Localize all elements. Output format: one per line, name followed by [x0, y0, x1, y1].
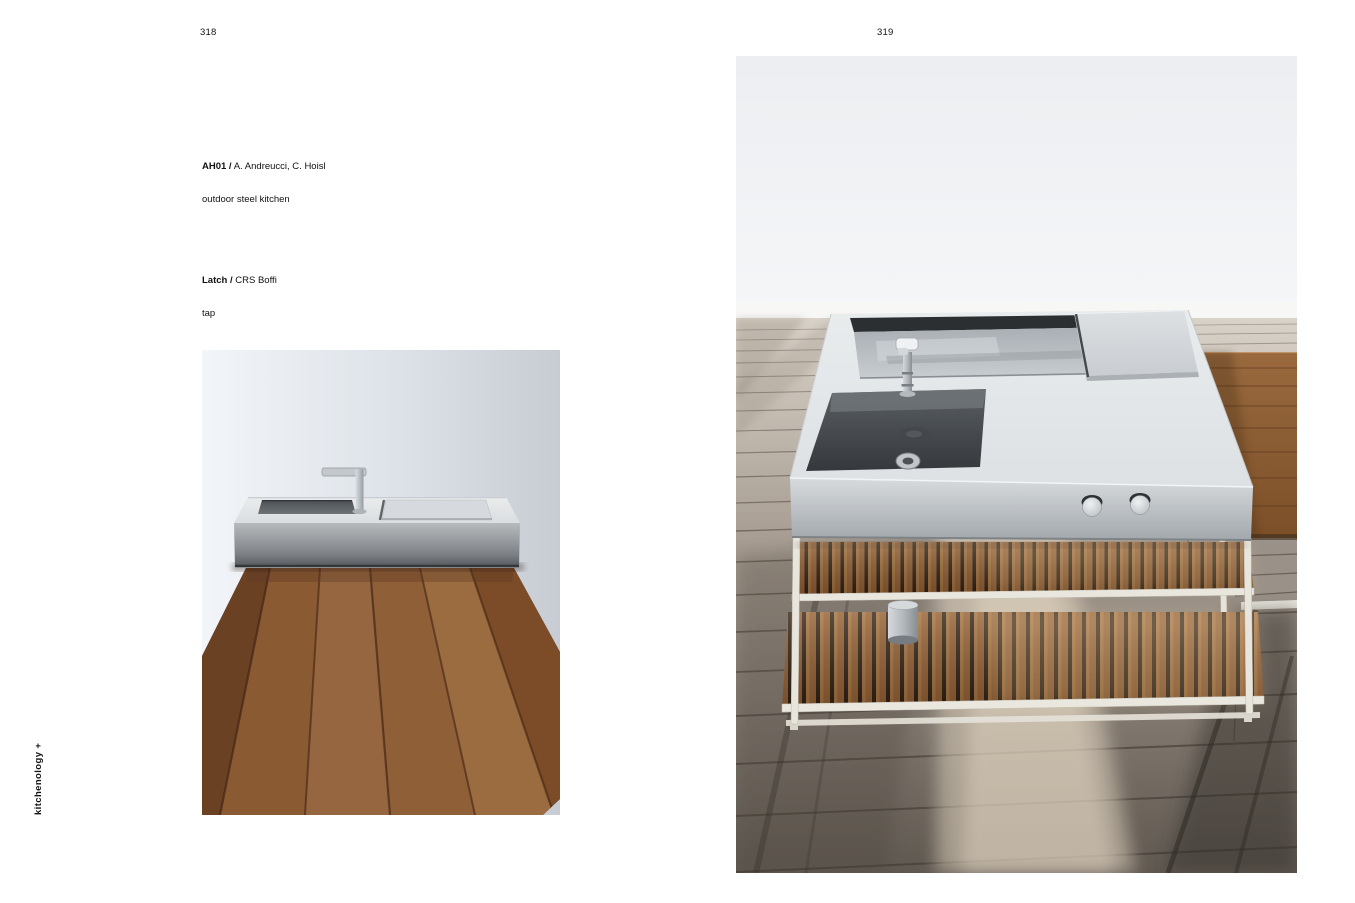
upper-slat-shelf	[792, 542, 1254, 601]
product-code: AH01 /	[202, 161, 232, 172]
product-designers: A. Andreucci, C. Hoisl	[231, 161, 326, 172]
caption-product	[202, 139, 326, 227]
kitchen-island	[782, 310, 1264, 730]
caption-line-designers	[202, 161, 326, 172]
counter-apron	[790, 478, 1253, 540]
caption-line-description: outdoor steel kitchen	[202, 194, 290, 205]
caption-accessory	[202, 253, 326, 341]
sink-recess	[258, 500, 356, 514]
grill-lid	[1074, 310, 1199, 381]
gas-canister	[888, 601, 918, 645]
page-number-left: 318	[200, 27, 217, 38]
photo-outdoor-kitchen-deck	[736, 56, 1297, 873]
control-knob-right	[1130, 493, 1151, 515]
sink	[806, 389, 986, 471]
worktop-lid	[380, 500, 492, 520]
photo-steel-kitchen-studio	[202, 350, 560, 815]
accessory-brand: CRS Boffi	[232, 275, 277, 286]
counter-front-face	[234, 523, 520, 567]
page-number-right: 319	[877, 27, 894, 38]
photo-left-art	[202, 350, 560, 815]
product-caption	[202, 117, 326, 352]
photo-right-art	[736, 56, 1297, 873]
wall-background	[736, 56, 1297, 318]
teak-table	[202, 560, 560, 815]
caption-line-accessory	[202, 275, 326, 286]
control-knob-left	[1082, 495, 1103, 517]
accessory-code: Latch /	[202, 275, 233, 286]
spine-label: kitchenology +	[33, 742, 44, 815]
island-counter	[790, 310, 1253, 548]
caption-line-accessory-desc: tap	[202, 308, 216, 319]
drain	[896, 453, 920, 469]
